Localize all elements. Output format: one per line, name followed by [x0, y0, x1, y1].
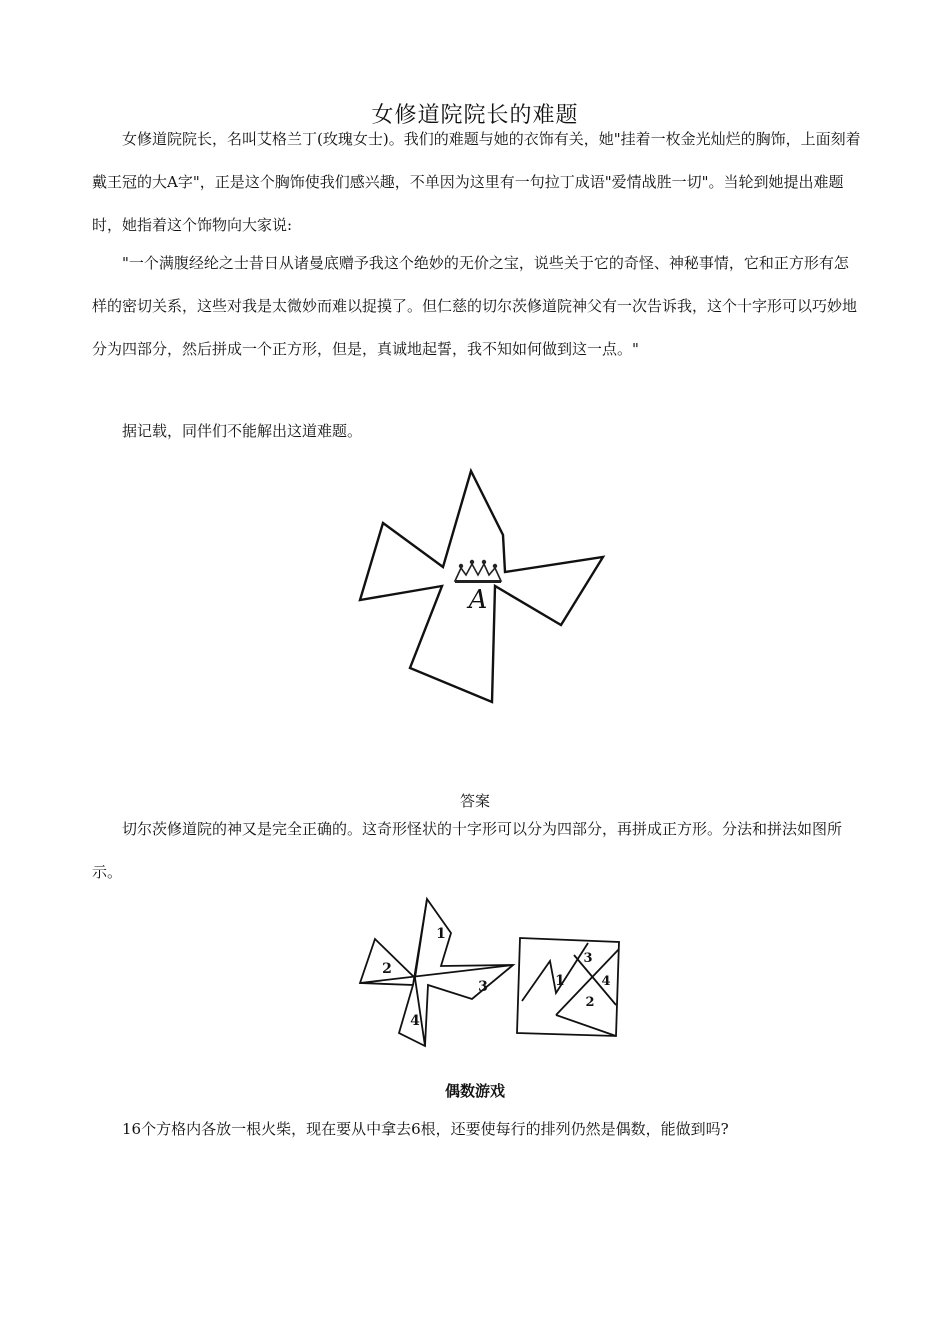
square-label-3: 3: [583, 951, 593, 966]
cut-line-c: [413, 899, 427, 985]
piece-label-3: 3: [478, 979, 488, 995]
square-label-1: 1: [555, 973, 565, 989]
crown-icon: [455, 560, 501, 583]
section-text: 16个方格内各放一根火柴，现在要从中拿去6根，还要使每行的排列仍然是偶数，能做到吗?: [122, 1120, 729, 1138]
paragraph-record: 据记载，同伴们不能解出这道难题。: [122, 422, 363, 440]
piece-label-2: 2: [382, 961, 392, 977]
piece-label-1: 1: [436, 926, 446, 942]
paragraph-quote: "一个满腹经纶之士昔日从诸曼底赠予我这个绝妙的无价之宝，说些关于它的奇怪、神秘事情，它和正方形有怎样的密切关系，这些对我是太微妙而难以捉摸了。但仁慈的切尔茨修道院神父有一次告诉我，这个十字形可以巧妙地分为四部分，然后拼成一个正方形，但是，真诚地起誓，我不知如何做到这一点。": [92, 254, 858, 358]
answer-text: 切尔茨修道院的神又是完全正确的。这奇形怪状的十字形可以分为四部分，再拼成正方形。分法和拼法如图所示。: [92, 820, 843, 881]
section-heading: 偶数游戏: [444, 1082, 505, 1100]
page-title: 女修道院院长的难题: [371, 103, 579, 128]
cut-line-square-b: [556, 1015, 616, 1036]
brooch-letter: A: [468, 585, 488, 615]
square-label-4: 4: [601, 974, 611, 989]
square-label-2: 2: [585, 995, 595, 1010]
paragraph-intro: 女修道院院长，名叫艾格兰丁(玫瑰女士)。我们的难题与她的衣饰有关，她"挂着一枚金光灿烂的胸饰，上面刻着戴王冠的大A字"，正是这个胸饰使我们感兴趣，不单因为这里有一句拉丁成语"爱情战胜一切"。当轮到她提出难题时，她指着这个饰物向大家说:: [92, 130, 861, 234]
cross-brooch-figure: [355, 465, 605, 705]
assembled-square-figure: [512, 933, 624, 1041]
answer-heading: 答案: [459, 792, 490, 810]
cut-line-b: [415, 978, 425, 1046]
dissected-cross-figure: [355, 893, 520, 1053]
piece-label-4: 4: [410, 1013, 420, 1029]
